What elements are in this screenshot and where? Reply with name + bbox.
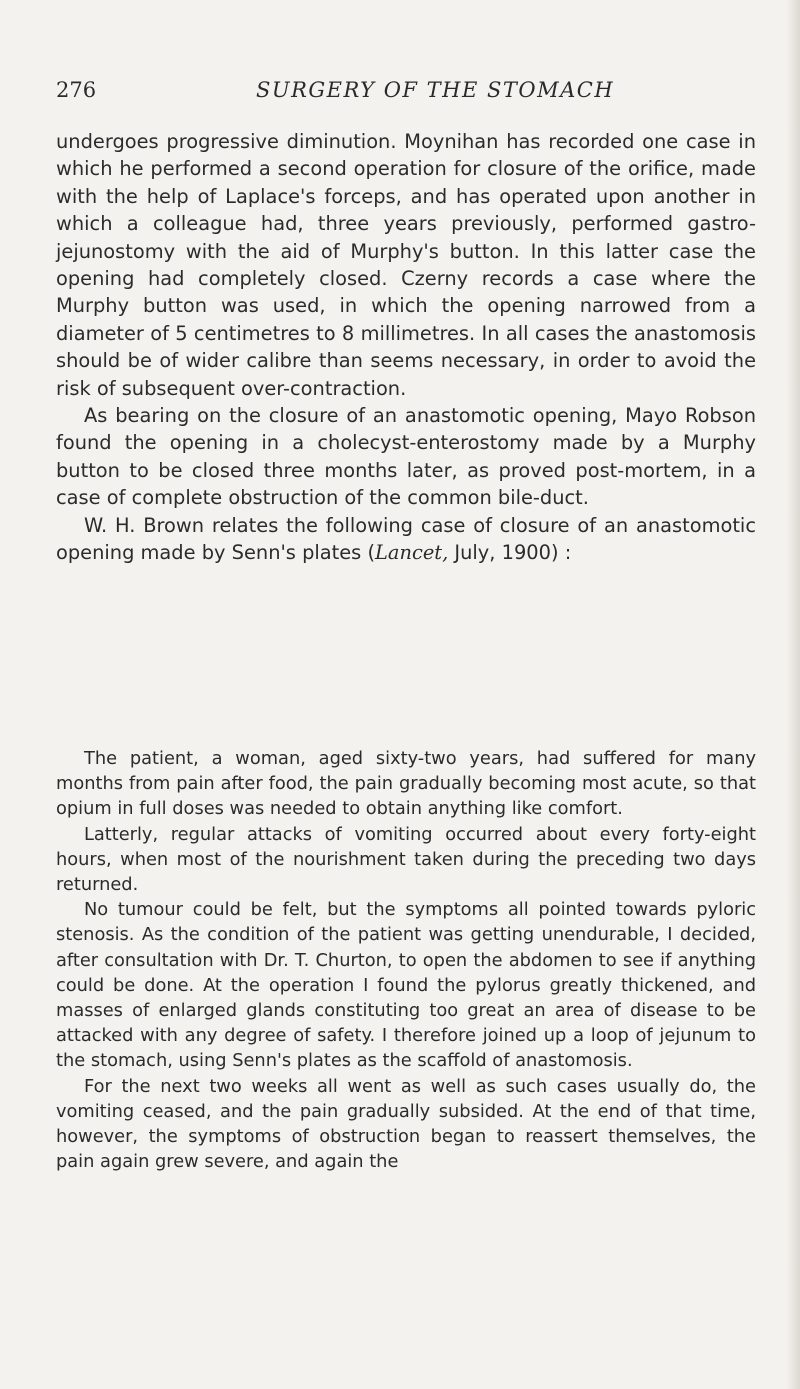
paragraph-continued: undergoes progressive diminution. Moynihan has recorded one case in which he performed a second operation for closure of the orifice, made with the help of Laplace's forceps, and has operated upon another in which a colleague had, three years previously, performed gastro-jejunostomy with the aid of Murphy's button. In this latter case the opening had completely closed. Czerny records a case where the Murphy button was used, in which the opening narrowed from a diameter of 5 centimetres to 8 millimetres. In all cases the anastomosis should be of wider calibre than seems necessary, in order to avoid the risk of subsequent over-contraction.	[56, 130, 756, 400]
main-text	[56, 128, 756, 567]
brown-text-end: July, 1900) :	[448, 541, 572, 565]
running-title: SURGERY OF THE STOMACH	[256, 78, 615, 102]
extract-paragraph-vomiting: Latterly, regular attacks of vomiting occurred about every forty-eight hours, when most of the nourishment taken during the preceding two days returned.	[56, 823, 756, 896]
page-header	[56, 78, 756, 112]
case-extract	[56, 746, 756, 1174]
extract-paragraph-patient: The patient, a woman, aged sixty-two years, had suffered for many months from pain after food, the pain gradually becoming most acute, so that opium in full doses was needed to obtain anything like comfort.	[56, 748, 756, 820]
extract-paragraph-operation: No tumour could be felt, but the symptoms all pointed towards pyloric stenosis. As the condition of the patient was getting unendurable, I decided, after consultation with Dr. T. Churton, to open the abdomen to see if anything could be done. At the operation I found the pylorus greatly thickened, and masses of enlarged glands constituting too great an area of disease to be attacked with any degree of safety. I therefore joined up a loop of jejunum to the stomach, using Senn's plates as the scaffold of anastomosis.	[56, 899, 756, 1072]
brown-text-start: W. H. Brown relates the following case of closure of an anastomotic opening made by Senn's plates (	[56, 513, 756, 565]
page-edge-shadow	[786, 0, 800, 1389]
extract-paragraph-followup: For the next two weeks all went as well as such cases usually do, the vomiting ceased, and the pain gradually subsided. At the end of that time, however, the symptoms of obstruction began to reassert themselves, the pain again grew severe, and again the	[56, 1075, 756, 1173]
paragraph-brown	[56, 512, 756, 567]
page-number: 276	[56, 78, 97, 102]
citation-lancet: Lancet,	[375, 541, 449, 565]
paragraph-mayo-robson: As bearing on the closure of an anastomotic opening, Mayo Robson found the opening in a cholecyst-enterostomy made by a Murphy button to be closed three months later, as proved post-mortem, in a case of complete obstruction of the common bile-duct.	[56, 404, 756, 510]
